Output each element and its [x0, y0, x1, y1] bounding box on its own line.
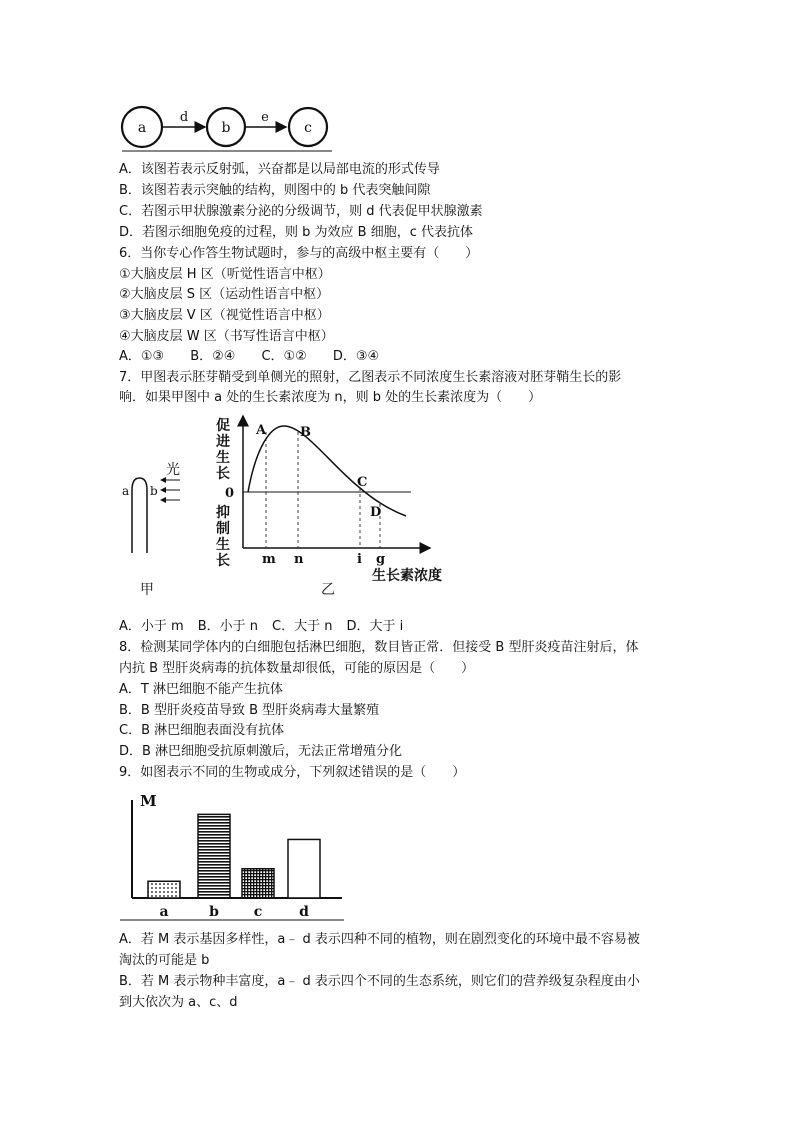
- q9-option-b-line1: B．若 M 表示物种丰富度，a﹣ d 表示四个不同的生态系统，则它们的营养级复杂程度由小: [119, 974, 640, 989]
- q6-option-a: A．①③: [119, 349, 165, 364]
- q8-option-d: D．B 淋巴细胞受抗原刺激后，无法正常增殖分化: [119, 744, 403, 759]
- y-inhibit-4: 长: [216, 553, 230, 569]
- point-D: D: [370, 505, 382, 520]
- y-inhibit-label: [216, 504, 230, 569]
- q6-item-1: ①大脑皮层 H 区（听觉性语言中枢）: [119, 267, 331, 282]
- q6-options: [119, 347, 405, 367]
- side-b-label: b: [150, 484, 158, 498]
- q8-stem-line1: 8．检测某同学体内的白细胞包括淋巴细胞，数目皆正常．但接受 B 型肝炎疫苗注射后，体: [119, 640, 639, 655]
- q9-option-b-line2: 到大依次为 a、c、d: [119, 995, 238, 1010]
- q8-option-c: C．B 淋巴细胞表面没有抗体: [119, 723, 285, 738]
- q7-figure: [118, 408, 468, 612]
- q9-stem: 9．如图表示不同的生物或成分，下列叙述错误的是（ ）: [119, 765, 466, 780]
- y-inhibit-2: 制: [216, 521, 230, 537]
- edge-e-label: e: [261, 110, 269, 125]
- q6-option-b: B．②④: [190, 349, 236, 364]
- coleoptile-shape: [132, 478, 147, 553]
- edge-d-label: d: [179, 110, 189, 125]
- q6-option-d: D．③④: [332, 349, 380, 364]
- q7-option-a: A．小于 m: [119, 619, 184, 634]
- q5-option-c: C．若图示甲状腺激素分泌的分级调节，则 d 代表促甲状腺激素: [119, 204, 483, 219]
- x-tick-a: a: [159, 904, 169, 920]
- q7-option-c: C．大于 n: [272, 619, 333, 634]
- jia-label: 甲: [140, 582, 154, 598]
- y-inhibit-1: 抑: [216, 505, 230, 521]
- q8-stem-line2: 内抗 B 型肝炎病毒的抗体数量却很低，可能的原因是（ ）: [119, 661, 475, 676]
- y-promote-label: [215, 417, 230, 482]
- q5-option-b: B．该图若表示突触的结构，则图中的 b 代表突触间隙: [119, 183, 431, 198]
- q9-option-a-line1: A．若 M 表示基因多样性，a﹣ d 表示四种不同的植物，则在剧烈变化的环境中最不容易被: [119, 932, 640, 947]
- node-a-label: a: [137, 120, 147, 136]
- tick-n: n: [294, 552, 304, 567]
- q6-stem: 6．当你专心作答生物试题时，参与的高级中枢主要有（ ）: [119, 246, 479, 261]
- q8-option-b: B．B 型肝炎疫苗导致 B 型肝炎病毒大量繁殖: [119, 703, 380, 718]
- q7-stem-line2: 响．如果甲图中 a 处的生长素浓度为 n，则 b 处的生长素浓度为（ ）: [119, 390, 542, 405]
- bar-a: [148, 881, 180, 898]
- y-zero-label: 0: [225, 486, 235, 501]
- bar-b: [198, 814, 230, 898]
- y-inhibit-3: 生: [216, 537, 230, 553]
- y-promote-2: 进: [216, 434, 230, 450]
- q8-option-a: A．T 淋巴细胞不能产生抗体: [119, 682, 283, 697]
- node-b-label: b: [221, 120, 231, 136]
- light-label: 光: [166, 462, 180, 478]
- point-B: B: [300, 425, 311, 440]
- y-axis-label: M: [140, 792, 157, 810]
- q6-item-4: ④大脑皮层 W 区（书写性语言中枢）: [119, 329, 334, 344]
- q6-item-2: ②大脑皮层 S 区（运动性语言中枢）: [119, 287, 330, 302]
- point-C: C: [357, 475, 368, 490]
- y-promote-3: 生: [216, 450, 230, 466]
- q7-options: [119, 617, 429, 637]
- x-tick-b: b: [209, 904, 219, 920]
- q6-item-3: ③大脑皮层 V 区（视觉性语言中枢）: [119, 308, 330, 323]
- q9-bar-chart: [118, 786, 348, 930]
- y-promote-1: 促: [216, 418, 230, 434]
- q5-option-a: A．该图若表示反射弧，兴奋都是以局部电流的形式传导: [119, 162, 440, 177]
- bar-d: [288, 839, 320, 898]
- q7-option-b: B．小于 n: [197, 619, 258, 634]
- point-A: A: [256, 423, 267, 438]
- flow-diagram: [118, 104, 336, 158]
- bar-c: [242, 869, 274, 898]
- tick-g: g: [376, 552, 386, 567]
- x-tick-d: d: [299, 904, 309, 920]
- growth-curve: [248, 426, 406, 516]
- x-tick-c: c: [253, 904, 263, 920]
- q9-option-a-line2: 淘汰的可能是 b: [119, 953, 210, 968]
- node-c-label: c: [304, 120, 312, 136]
- tick-i: i: [357, 552, 362, 567]
- y-promote-4: 长: [216, 466, 230, 482]
- x-axis-label: 生长素浓度: [372, 568, 442, 584]
- q7-option-d: D．大于 i: [346, 619, 404, 634]
- side-a-label: a: [122, 484, 130, 498]
- q6-option-c: C．①②: [261, 349, 307, 364]
- yi-label: 乙: [321, 582, 335, 598]
- tick-m: m: [262, 552, 276, 567]
- q5-option-d: D．若图示细胞免疫的过程，则 b 为效应 B 细胞，c 代表抗体: [119, 225, 473, 240]
- q7-stem-line1: 7．甲图表示胚芽鞘受到单侧光的照射，乙图表示不同浓度生长素溶液对胚芽鞘生长的影: [119, 370, 622, 385]
